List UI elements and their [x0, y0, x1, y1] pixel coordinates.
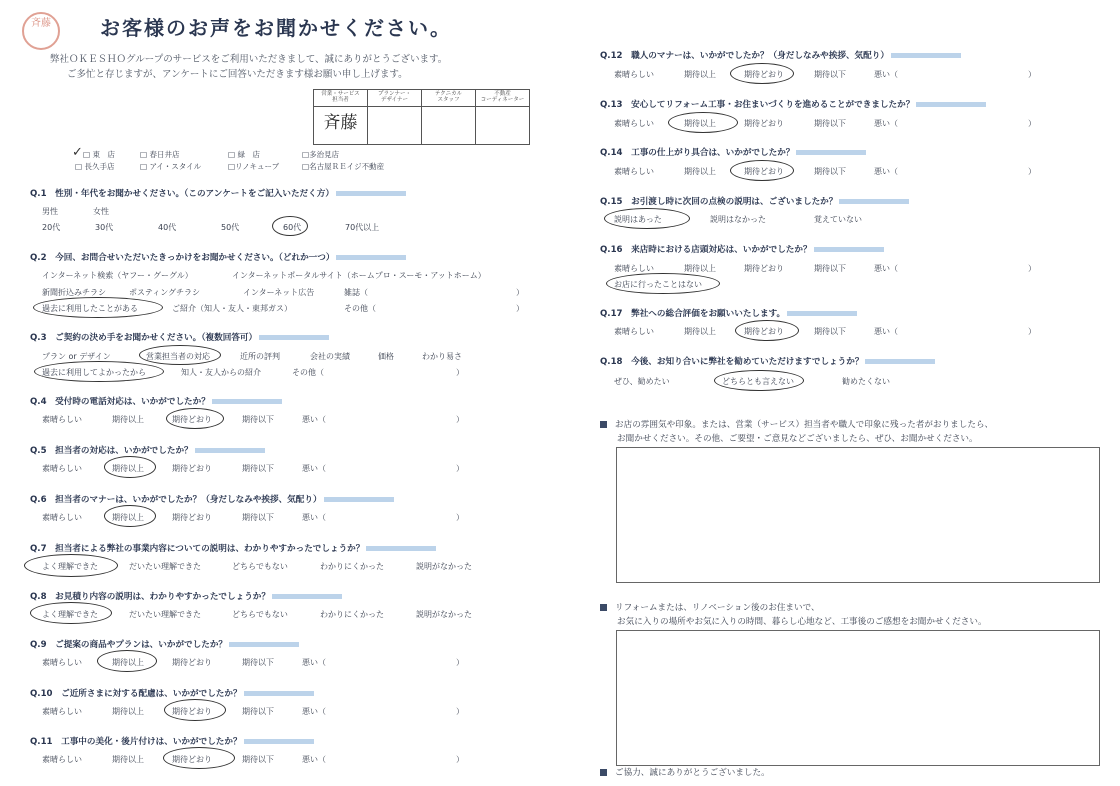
bullet-square-icon	[600, 421, 607, 428]
q3-option[interactable]: 近所の評判	[240, 352, 280, 361]
question-16: Q.16 来店時における店頭対応は、いかがでしたか？	[600, 243, 884, 255]
q2-option[interactable]: ポスティングチラシ	[129, 288, 201, 297]
q18-option[interactable]: 勧めたくない	[842, 377, 890, 386]
q2-option[interactable]: インターネット広告	[243, 288, 315, 297]
q15-option[interactable]: 説明はなかった	[710, 215, 766, 224]
q6-option[interactable]: 素晴らしい	[42, 513, 82, 522]
seal-stamp: 斉藤	[22, 12, 60, 50]
q2-option[interactable]: ご紹介（知人・友人・東邦ガス）	[172, 304, 292, 313]
question-13: Q.13 安心してリフォーム工事・お住まいづくりを進めることができましたか？	[600, 98, 986, 110]
store-option[interactable]: □ 東 店	[83, 150, 115, 159]
question-7: Q.7 担当者による弊社の事業内容についての説明は、わかりやすかったでしょうか？	[30, 542, 436, 554]
q11-option[interactable]: 期待どおり	[172, 755, 212, 764]
q11-paren: ）	[456, 755, 464, 764]
q3-option[interactable]: 過去に利用してよかったから	[42, 368, 146, 377]
q12-option[interactable]: 期待以下	[814, 70, 846, 79]
q17-option[interactable]: 素晴らしい	[614, 327, 654, 336]
q9-option[interactable]: 期待以下	[242, 658, 274, 667]
q1-option[interactable]: 20代	[42, 223, 61, 232]
staff-cell-realestate[interactable]	[476, 107, 530, 145]
q7-option[interactable]: よく理解できた	[42, 562, 98, 571]
page-title: お客様のお声をお聞かせください。	[100, 16, 452, 40]
selection-circle	[104, 456, 156, 478]
q5-option[interactable]: 悪い（	[302, 464, 326, 473]
q11-option[interactable]: 期待以下	[242, 755, 274, 764]
selection-circle	[24, 554, 118, 577]
question-9: Q.9 ご提案の商品やプランは、いかがでしたか？	[30, 638, 299, 650]
q9-option[interactable]: 期待以上	[112, 658, 144, 667]
store-option[interactable]: □名古屋ＲＥイジ不動産	[302, 162, 385, 171]
q17-option[interactable]: 期待どおり	[744, 327, 784, 336]
q2-option[interactable]: その他（	[344, 304, 376, 313]
q3-option[interactable]: わかり易さ	[422, 352, 462, 361]
selection-circle	[166, 408, 224, 429]
q10-option[interactable]: 期待以上	[112, 707, 144, 716]
question-18: Q.18 今後、お知り合いに弊社を勧めていただけますでしょうか？	[600, 355, 935, 367]
selection-circle	[668, 112, 738, 133]
question-3: Q.3 ご契約の決め手をお聞かせください。（複数回答可）	[30, 331, 329, 343]
q17-option[interactable]: 期待以下	[814, 327, 846, 336]
q11-option[interactable]: 素晴らしい	[42, 755, 82, 764]
q10-option[interactable]: 期待以下	[242, 707, 274, 716]
selection-circle	[33, 297, 163, 318]
comment-prompt-2: リフォームまたは、リノベーション後のお住まいで、	[600, 601, 820, 615]
q16-option[interactable]: 期待以下	[814, 264, 846, 273]
q12-option[interactable]: 素晴らしい	[614, 70, 654, 79]
q16-paren: ）	[1028, 264, 1036, 273]
question-5: Q.5 担当者の対応は、いかがでしたか？	[30, 444, 265, 456]
q10-option[interactable]: 素晴らしい	[42, 707, 82, 716]
selection-circle	[139, 345, 221, 365]
q2-option[interactable]: 新聞折込みチラシ	[42, 288, 106, 297]
q6-paren: ）	[456, 513, 464, 522]
store-option[interactable]: □ 長久手店	[75, 162, 115, 171]
q12-option[interactable]: 期待どおり	[744, 70, 784, 79]
q4-option[interactable]: 素晴らしい	[42, 415, 82, 424]
q6-option[interactable]: 期待以下	[242, 513, 274, 522]
q12-option[interactable]: 期待以上	[684, 70, 716, 79]
bullet-square-icon	[600, 604, 607, 611]
q14-option[interactable]: 悪い（	[874, 167, 898, 176]
selection-circle	[164, 699, 226, 721]
q2-option[interactable]: 過去に利用したことがある	[42, 304, 138, 313]
q2-paren: ）	[516, 304, 524, 313]
q2-option[interactable]: 雑誌（	[344, 288, 368, 297]
selection-circle	[714, 370, 804, 391]
q2-paren: ）	[516, 288, 524, 297]
thanks-note: ご協力、誠にありがとうございました。	[600, 766, 770, 780]
q13-paren: ）	[1028, 119, 1036, 128]
q8-option[interactable]: だいたい理解できた	[129, 610, 201, 619]
question-12: Q.12 職人のマナーは、いかがでしたか？（身だしなみや挨拶、気配り）	[600, 49, 961, 61]
q14-option[interactable]: 素晴らしい	[614, 167, 654, 176]
q11-option[interactable]: 悪い（	[302, 755, 326, 764]
q1-option[interactable]: 70代以上	[345, 223, 380, 232]
q13-option[interactable]: 期待どおり	[744, 119, 784, 128]
q16-option[interactable]: 期待以上	[684, 264, 716, 273]
q4-option[interactable]: 悪い（	[302, 415, 326, 424]
q8-option[interactable]: よく理解できた	[42, 610, 98, 619]
store-option[interactable]: □多治見店	[302, 150, 340, 159]
q14-paren: ）	[1028, 167, 1036, 176]
q8-option[interactable]: どちらでもない	[232, 610, 288, 619]
question-14: Q.14 工事の仕上がり具合は、いかがでしたか？	[600, 146, 866, 158]
q2-option[interactable]: インターネット検索（ヤフー・グーグル）	[42, 271, 193, 280]
question-4: Q.4 受付時の電話対応は、いかがでしたか？	[30, 395, 282, 407]
q3-paren: ）	[456, 368, 464, 377]
q16-option[interactable]: 悪い（	[874, 264, 898, 273]
q12-option[interactable]: 悪い（	[874, 70, 898, 79]
q1-option[interactable]: 30代	[95, 223, 114, 232]
q1-option[interactable]: 50代	[221, 223, 240, 232]
store-option[interactable]: □リノキューブ	[228, 162, 280, 171]
intro-line-1: 弊社ＯＫＥＳＨＯグループのサービスをご利用いただきまして、誠にありがとうございます。	[50, 54, 448, 65]
q3-option[interactable]: 知人・友人からの紹介	[181, 368, 261, 377]
q4-option[interactable]: 期待以上	[112, 415, 144, 424]
store-option[interactable]: □ 緑 店	[228, 150, 260, 159]
q10-option[interactable]: 悪い（	[302, 707, 326, 716]
q1-option[interactable]: 40代	[158, 223, 177, 232]
q1-option[interactable]: 女性	[93, 207, 109, 216]
selection-circle	[30, 602, 112, 624]
question-6: Q.6 担当者のマナーは、いかがでしたか？（身だしなみや挨拶、気配り）	[30, 493, 394, 505]
q18-option[interactable]: どちらとも言えない	[722, 377, 794, 386]
comment-box-1[interactable]	[616, 447, 1100, 583]
question-15: Q.15 お引渡し時に次回の点検の説明は、ございましたか？	[600, 195, 909, 207]
q1-option[interactable]: 60代	[283, 223, 302, 232]
staff-header-sales: 営業・サービス 担当者	[314, 90, 368, 107]
q12-paren: ）	[1028, 70, 1036, 79]
staff-header-planner: プランナー・ デザイナー	[368, 90, 422, 107]
q10-paren: ）	[456, 707, 464, 716]
q11-option[interactable]: 期待以上	[112, 755, 144, 764]
q7-option[interactable]: 説明がなかった	[416, 562, 472, 571]
q17-paren: ）	[1028, 327, 1036, 336]
question-17: Q.17 弊社への総合評価をお願いいたします。	[600, 307, 857, 319]
question-2: Q.2 今回、お問合せいただいたきっかけをお聞かせください。（どれか一つ）	[30, 251, 406, 263]
q13-option[interactable]: 素晴らしい	[614, 119, 654, 128]
q14-option[interactable]: 期待どおり	[744, 167, 784, 176]
q8-option[interactable]: わかりにくかった	[320, 610, 384, 619]
staff-header-realestate: 不動産 コーディネーター	[476, 90, 530, 107]
selection-circle	[730, 63, 794, 84]
selection-circle	[97, 650, 157, 672]
q5-paren: ）	[456, 464, 464, 473]
comment-prompt-1b: お聞かせください。その他、ご要望・ご意見などございましたら、ぜひ、お聞かせください。	[617, 434, 978, 444]
q7-option[interactable]: わかりにくかった	[320, 562, 384, 571]
q9-option[interactable]: 悪い（	[302, 658, 326, 667]
selection-circle	[34, 361, 164, 382]
q13-option[interactable]: 悪い（	[874, 119, 898, 128]
selection-circle	[163, 747, 235, 769]
q4-paren: ）	[456, 415, 464, 424]
store-option[interactable]: □ 春日井店	[140, 150, 180, 159]
question-1: Q.1 性別・年代をお聞かせください。（このアンケートをご記入いただく方）	[30, 187, 406, 199]
selection-circle	[606, 273, 720, 294]
q4-option[interactable]: 期待以下	[242, 415, 274, 424]
q3-option[interactable]: 営業担当者の対応	[146, 352, 210, 361]
q3-option[interactable]: 会社の実績	[310, 352, 350, 361]
question-10: Q.10 ご近所さまに対する配慮は、いかがでしたか？	[30, 687, 314, 699]
q16-option[interactable]: 期待どおり	[744, 264, 784, 273]
q17-option[interactable]: 悪い（	[874, 327, 898, 336]
selection-circle	[735, 320, 799, 341]
q5-option[interactable]: 期待以上	[112, 464, 144, 473]
comment-box-2[interactable]	[616, 630, 1100, 766]
q10-option[interactable]: 期待どおり	[172, 707, 212, 716]
q17-option[interactable]: 期待以上	[684, 327, 716, 336]
selection-circle	[604, 208, 690, 229]
staff-cell-planner[interactable]	[368, 107, 422, 145]
comment-prompt-2b: お気に入りの場所やお気に入りの時間、暮らし心地など、工事後のご感想をお聞かせください。	[617, 617, 987, 627]
staff-header-technical: テクニカル スタッフ	[422, 90, 476, 107]
question-11: Q.11 工事中の美化・後片付けは、いかがでしたか？	[30, 735, 314, 747]
q2-option[interactable]: インターネットポータルサイト（ホームプロ・スーモ・アットホーム）	[232, 271, 486, 280]
q4-option[interactable]: 期待どおり	[172, 415, 212, 424]
store-option[interactable]: □ アイ・スタイル	[140, 162, 202, 171]
staff-cell-technical[interactable]	[422, 107, 476, 145]
q7-option[interactable]: だいたい理解できた	[129, 562, 201, 571]
staff-signature[interactable]: 斉藤	[314, 107, 368, 145]
q8-option[interactable]: 説明がなかった	[416, 610, 472, 619]
q9-option[interactable]: 素晴らしい	[42, 658, 82, 667]
q6-option[interactable]: 期待以上	[112, 513, 144, 522]
question-8: Q.8 お見積り内容の説明は、わかりやすかったでしょうか？	[30, 590, 342, 602]
intro-line-2: ご多忙と存じますが、アンケートにご回答いただきます様お願い申し上げます。	[67, 69, 408, 80]
q5-option[interactable]: 期待以下	[242, 464, 274, 473]
checkmark-icon: ✓	[72, 145, 83, 160]
q5-option[interactable]: 素晴らしい	[42, 464, 82, 473]
q6-option[interactable]: 悪い（	[302, 513, 326, 522]
q3-option[interactable]: 価格	[378, 352, 394, 361]
selection-circle	[730, 160, 794, 181]
q3-option[interactable]: プラン or デザイン	[42, 352, 111, 361]
q16-option[interactable]: お店に行ったことはない	[614, 280, 702, 289]
q14-option[interactable]: 期待以下	[814, 167, 846, 176]
selection-circle	[272, 216, 308, 236]
staff-table	[313, 89, 530, 145]
q7-option[interactable]: どちらでもない	[232, 562, 288, 571]
q16-option[interactable]: 素晴らしい	[614, 264, 654, 273]
q13-option[interactable]: 期待以下	[814, 119, 846, 128]
q15-option[interactable]: 説明はあった	[614, 215, 662, 224]
q18-option[interactable]: ぜひ、勧めたい	[614, 377, 670, 386]
selection-circle	[104, 505, 156, 527]
q14-option[interactable]: 期待以上	[684, 167, 716, 176]
q1-option[interactable]: 男性	[42, 207, 58, 216]
bullet-square-icon	[600, 769, 607, 776]
q9-paren: ）	[456, 658, 464, 667]
comment-prompt-1: お店の雰囲気や印象。または、営業（サービス）担当者や職人で印象に残った者がおりましたら、	[600, 418, 993, 432]
q15-option[interactable]: 覚えていない	[814, 215, 862, 224]
q3-option[interactable]: その他（	[292, 368, 324, 377]
q5-option[interactable]: 期待どおり	[172, 464, 212, 473]
q13-option[interactable]: 期待以上	[684, 119, 716, 128]
q6-option[interactable]: 期待どおり	[172, 513, 212, 522]
q9-option[interactable]: 期待どおり	[172, 658, 212, 667]
